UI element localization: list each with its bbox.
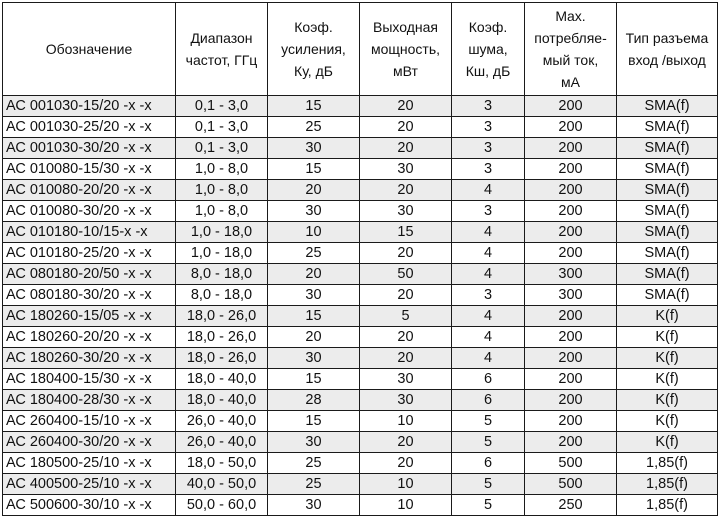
frequency-cell: 8,0 - 18,0 — [176, 264, 268, 285]
current-cell: 500 — [525, 474, 617, 495]
header-noise-figure — [452, 3, 525, 96]
designation-cell: АС 010080-15/30 -x -x — [3, 159, 176, 180]
table-row — [3, 264, 718, 285]
table-row — [3, 222, 718, 243]
frequency-cell: 18,0 - 40,0 — [176, 369, 268, 390]
designation-cell: АС 001030-15/20 -x -x — [3, 96, 176, 117]
header-max-current — [525, 3, 617, 96]
designation-cell: АС 180500-25/10 -x -x — [3, 453, 176, 474]
connector-cell: SMA(f) — [617, 180, 718, 201]
table-row — [3, 432, 718, 453]
designation-cell: АС 180400-28/30 -x -x — [3, 390, 176, 411]
power-cell: 30 — [360, 390, 452, 411]
connector-cell: K(f) — [617, 306, 718, 327]
connector-cell: 1,85(f) — [617, 474, 718, 495]
designation-cell: АС 010080-20/20 -x -x — [3, 180, 176, 201]
power-cell: 15 — [360, 222, 452, 243]
connector-cell: SMA(f) — [617, 96, 718, 117]
current-cell: 200 — [525, 432, 617, 453]
current-cell: 200 — [525, 138, 617, 159]
frequency-cell: 1,0 - 18,0 — [176, 222, 268, 243]
connector-cell: K(f) — [617, 327, 718, 348]
header-connector-type — [617, 3, 718, 96]
designation-cell: АС 180400-15/30 -x -x — [3, 369, 176, 390]
power-cell: 5 — [360, 306, 452, 327]
connector-cell: K(f) — [617, 411, 718, 432]
noise-cell: 3 — [452, 117, 525, 138]
header-line: Коэф. — [468, 19, 508, 35]
power-cell: 20 — [360, 117, 452, 138]
current-cell: 200 — [525, 411, 617, 432]
header-line: Диапазон — [190, 30, 253, 46]
gain-cell: 25 — [268, 453, 360, 474]
connector-cell: K(f) — [617, 348, 718, 369]
gain-cell: 15 — [268, 96, 360, 117]
frequency-cell: 0,1 - 3,0 — [176, 138, 268, 159]
table-row — [3, 348, 718, 369]
connector-cell: K(f) — [617, 369, 718, 390]
header-line: Тип разъема — [625, 30, 709, 46]
designation-cell: АС 001030-30/20 -x -x — [3, 138, 176, 159]
noise-cell: 3 — [452, 201, 525, 222]
connector-cell: 1,85(f) — [617, 495, 718, 516]
connector-cell: K(f) — [617, 390, 718, 411]
noise-cell: 4 — [452, 306, 525, 327]
table-row — [3, 327, 718, 348]
noise-cell: 3 — [452, 285, 525, 306]
frequency-cell: 8,0 - 18,0 — [176, 285, 268, 306]
amplifier-spec-table — [2, 2, 718, 516]
power-cell: 10 — [360, 495, 452, 516]
noise-cell: 4 — [452, 348, 525, 369]
header-line: потребляе- — [534, 30, 607, 46]
noise-cell: 4 — [452, 243, 525, 264]
header-line: мощность, — [370, 41, 441, 57]
connector-cell: SMA(f) — [617, 264, 718, 285]
frequency-cell: 0,1 - 3,0 — [176, 96, 268, 117]
table-row — [3, 180, 718, 201]
table-row — [3, 411, 718, 432]
current-cell: 200 — [525, 243, 617, 264]
connector-cell: SMA(f) — [617, 243, 718, 264]
frequency-cell: 1,0 - 8,0 — [176, 201, 268, 222]
designation-cell: АС 180260-20/20 -x -x — [3, 327, 176, 348]
current-cell: 200 — [525, 222, 617, 243]
header-line: Кш, дБ — [465, 63, 511, 79]
current-cell: 200 — [525, 306, 617, 327]
gain-cell: 28 — [268, 390, 360, 411]
power-cell: 20 — [360, 96, 452, 117]
power-cell: 10 — [360, 474, 452, 495]
header-line: Коэф. — [294, 19, 333, 35]
table-row — [3, 495, 718, 516]
header-line: вход /выход — [628, 52, 706, 68]
frequency-cell: 18,0 - 50,0 — [176, 453, 268, 474]
gain-cell: 30 — [268, 285, 360, 306]
designation-cell: АС 260400-30/20 -x -x — [3, 432, 176, 453]
power-cell: 20 — [360, 327, 452, 348]
gain-cell: 30 — [268, 432, 360, 453]
table-row — [3, 369, 718, 390]
connector-cell: K(f) — [617, 432, 718, 453]
noise-cell: 4 — [452, 327, 525, 348]
noise-cell: 4 — [452, 222, 525, 243]
current-cell: 200 — [525, 96, 617, 117]
power-cell: 30 — [360, 201, 452, 222]
power-cell: 20 — [360, 243, 452, 264]
gain-cell: 30 — [268, 348, 360, 369]
connector-cell: SMA(f) — [617, 159, 718, 180]
frequency-cell: 1,0 - 8,0 — [176, 159, 268, 180]
frequency-cell: 26,0 - 40,0 — [176, 411, 268, 432]
noise-cell: 4 — [452, 180, 525, 201]
current-cell: 500 — [525, 453, 617, 474]
frequency-cell: 50,0 - 60,0 — [176, 495, 268, 516]
power-cell: 10 — [360, 411, 452, 432]
current-cell: 300 — [525, 285, 617, 306]
connector-cell: SMA(f) — [617, 222, 718, 243]
gain-cell: 20 — [268, 180, 360, 201]
gain-cell: 25 — [268, 474, 360, 495]
table-row — [3, 306, 718, 327]
table-row — [3, 474, 718, 495]
gain-cell: 15 — [268, 159, 360, 180]
table-row — [3, 138, 718, 159]
header-line: Выходная — [373, 19, 438, 35]
current-cell: 250 — [525, 495, 617, 516]
designation-cell: АС 010080-30/20 -x -x — [3, 201, 176, 222]
connector-cell: SMA(f) — [617, 117, 718, 138]
gain-cell: 10 — [268, 222, 360, 243]
gain-cell: 25 — [268, 243, 360, 264]
designation-cell: АС 260400-15/10 -x -x — [3, 411, 176, 432]
current-cell: 200 — [525, 390, 617, 411]
current-cell: 300 — [525, 264, 617, 285]
power-cell: 20 — [360, 348, 452, 369]
header-line: усиления, — [281, 41, 346, 57]
table-row — [3, 96, 718, 117]
noise-cell: 3 — [452, 96, 525, 117]
power-cell: 20 — [360, 180, 452, 201]
current-cell: 200 — [525, 180, 617, 201]
power-cell: 30 — [360, 159, 452, 180]
designation-cell: АС 500600-30/10 -x -x — [3, 495, 176, 516]
gain-cell: 25 — [268, 117, 360, 138]
designation-cell: АС 180260-30/20 -x -x — [3, 348, 176, 369]
noise-cell: 4 — [452, 264, 525, 285]
designation-cell: АС 180260-15/05 -x -x — [3, 306, 176, 327]
frequency-cell: 18,0 - 26,0 — [176, 306, 268, 327]
current-cell: 200 — [525, 159, 617, 180]
header-line: частот, ГГц — [185, 52, 258, 68]
current-cell: 200 — [525, 348, 617, 369]
designation-cell: АС 010180-10/15-x -x — [3, 222, 176, 243]
gain-cell: 30 — [268, 201, 360, 222]
gain-cell: 20 — [268, 264, 360, 285]
header-frequency-range — [176, 3, 268, 96]
current-cell: 200 — [525, 369, 617, 390]
connector-cell: SMA(f) — [617, 201, 718, 222]
frequency-cell: 26,0 - 40,0 — [176, 432, 268, 453]
table-row — [3, 453, 718, 474]
gain-cell: 15 — [268, 369, 360, 390]
gain-cell: 15 — [268, 411, 360, 432]
designation-cell: АС 001030-25/20 -x -x — [3, 117, 176, 138]
table-row — [3, 201, 718, 222]
power-cell: 20 — [360, 138, 452, 159]
header-line: Max. — [555, 8, 586, 24]
noise-cell: 6 — [452, 453, 525, 474]
header-line: мый ток, — [542, 52, 599, 68]
header-gain — [268, 3, 360, 96]
noise-cell: 5 — [452, 495, 525, 516]
table-row — [3, 117, 718, 138]
noise-cell: 3 — [452, 159, 525, 180]
designation-cell: АС 080180-20/50 -x -x — [3, 264, 176, 285]
header-row — [3, 3, 718, 96]
header-line: мА — [561, 74, 580, 90]
gain-cell: 20 — [268, 327, 360, 348]
frequency-cell: 1,0 - 18,0 — [176, 243, 268, 264]
noise-cell: 5 — [452, 474, 525, 495]
frequency-cell: 1,0 - 8,0 — [176, 180, 268, 201]
frequency-cell: 40,0 - 50,0 — [176, 474, 268, 495]
header-line: шума, — [468, 41, 508, 57]
noise-cell: 5 — [452, 432, 525, 453]
header-line: мВт — [393, 63, 418, 79]
current-cell: 200 — [525, 117, 617, 138]
gain-cell: 30 — [268, 495, 360, 516]
designation-cell: АС 080180-30/20 -x -x — [3, 285, 176, 306]
frequency-cell: 18,0 - 26,0 — [176, 327, 268, 348]
header-output-power — [360, 3, 452, 96]
noise-cell: 6 — [452, 390, 525, 411]
connector-cell: 1,85(f) — [617, 453, 718, 474]
table-row — [3, 285, 718, 306]
designation-cell: АС 400500-25/10 -x -x — [3, 474, 176, 495]
frequency-cell: 0,1 - 3,0 — [176, 117, 268, 138]
gain-cell: 30 — [268, 138, 360, 159]
header-designation — [3, 3, 176, 96]
frequency-cell: 18,0 - 40,0 — [176, 390, 268, 411]
frequency-cell: 18,0 - 26,0 — [176, 348, 268, 369]
designation-cell: АС 010180-25/20 -x -x — [3, 243, 176, 264]
gain-cell: 15 — [268, 306, 360, 327]
header-line: Обозначение — [45, 41, 133, 57]
current-cell: 200 — [525, 201, 617, 222]
connector-cell: SMA(f) — [617, 138, 718, 159]
power-cell: 20 — [360, 453, 452, 474]
header-line: Ку, дБ — [294, 63, 333, 79]
power-cell: 20 — [360, 285, 452, 306]
power-cell: 20 — [360, 432, 452, 453]
power-cell: 30 — [360, 369, 452, 390]
table-row — [3, 243, 718, 264]
connector-cell: SMA(f) — [617, 285, 718, 306]
table-body — [3, 96, 718, 516]
noise-cell: 3 — [452, 138, 525, 159]
current-cell: 200 — [525, 327, 617, 348]
table-row — [3, 159, 718, 180]
power-cell: 50 — [360, 264, 452, 285]
table-row — [3, 390, 718, 411]
noise-cell: 5 — [452, 411, 525, 432]
noise-cell: 6 — [452, 369, 525, 390]
